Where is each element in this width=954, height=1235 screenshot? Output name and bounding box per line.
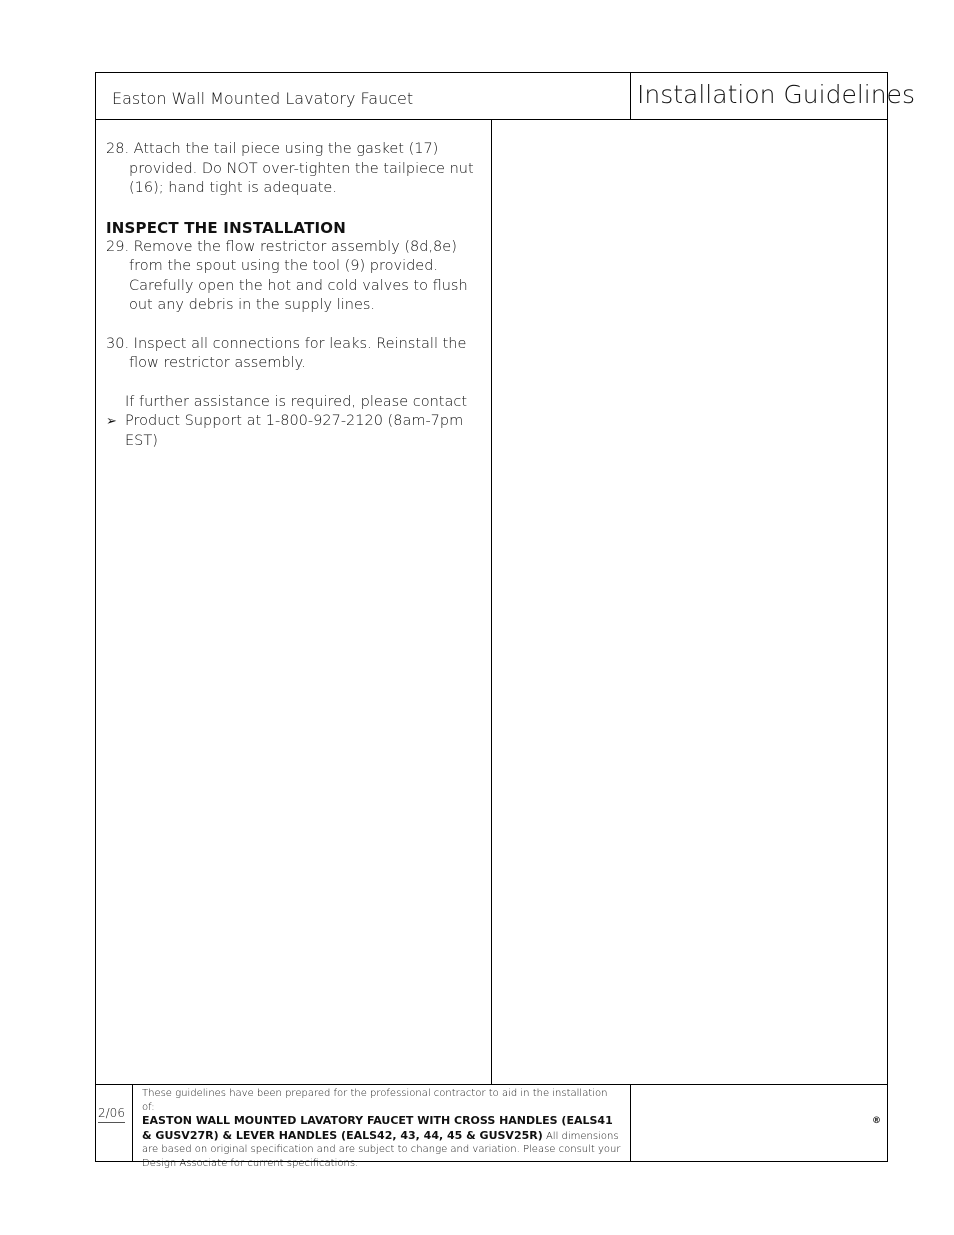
footer	[96, 1084, 887, 1169]
step-29: 29. Remove the flow restrictor assembly (8d,8e) from the spout using the tool (9) provided. Carefully open the hot and cold valves to flush out any debris in the supply lines.	[106, 238, 468, 313]
arrow-bullet-icon: ➢	[106, 413, 117, 429]
footer-intro: These guidelines have been prepared for the professional contractor to aid in the installation of:	[142, 1088, 608, 1113]
footer-product-models: EASTON WALL MOUNTED LAVATORY FAUCET WITH CROSS HANDLES (EALS41 & GUSV27R) & LEVER HANDLES (EALS42, 43, 44, 45 & GUSV25R)	[142, 1114, 613, 1142]
header	[96, 73, 915, 120]
step-28: 28. Attach the tail piece using the gasket (17) provided. Do NOT over-tighten the tailpiece nut (16); hand tight is adequate.	[106, 141, 474, 196]
revision-date: 2/06	[98, 1106, 125, 1123]
registered-mark: ®	[872, 1116, 881, 1126]
support-note-text: If further assistance is required, please contact Product Support at 1-800-927-2120 (8am-7pm EST)	[125, 393, 468, 449]
instructions-column	[106, 140, 481, 451]
product-title: Easton Wall Mounted Lavatory Faucet	[112, 89, 414, 108]
page-frame	[95, 72, 915, 1169]
support-note	[106, 393, 481, 452]
footer-disclaimer	[142, 1087, 622, 1171]
column-divider	[491, 119, 492, 1084]
footer-logo-cell	[630, 1085, 888, 1162]
section-heading-inspect: INSPECT THE INSTALLATION	[106, 218, 346, 237]
doc-title: Installation Guidelines	[637, 80, 915, 109]
header-doc-title-cell	[630, 73, 915, 119]
footer-date-cell	[96, 1085, 133, 1162]
step-30: 30. Inspect all connections for leaks. Reinstall the flow restrictor assembly.	[106, 335, 467, 371]
footer-trailing-text: All dimensions are based on original specification and are subject to change and variation. Please consult your Design Associate for current specifications.	[142, 1130, 621, 1169]
